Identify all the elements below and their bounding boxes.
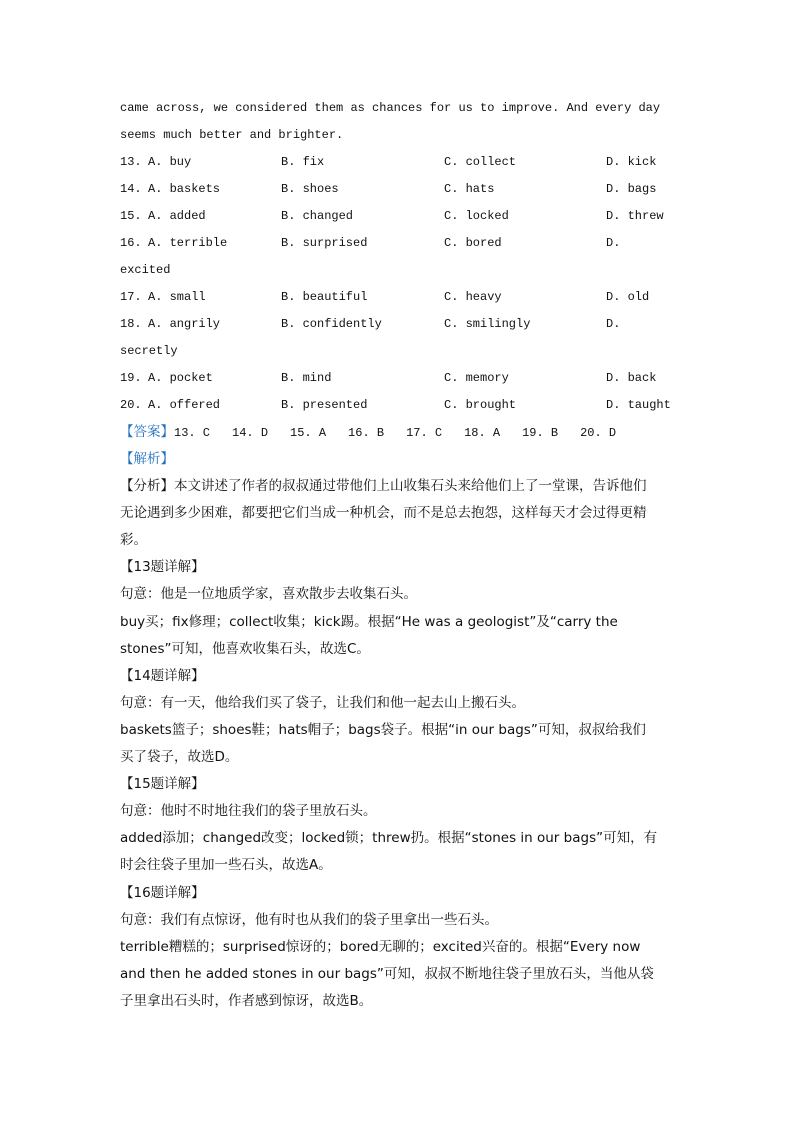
option-c: C. memory bbox=[444, 371, 509, 385]
detail-line: 句意：他时不时地往我们的袋子里放石头。 bbox=[120, 803, 377, 820]
detail-line: terrible糟糕的；surprised惊讶的；bored无聊的；excited兴奋的。根据“Every now bbox=[120, 938, 641, 955]
answer-row bbox=[120, 423, 638, 442]
detail-line: 时会往袋子里加一些石头，故选A。 bbox=[120, 857, 332, 874]
option-c: C. smilingly bbox=[444, 317, 531, 331]
option-a: A. small bbox=[148, 290, 206, 304]
detail-line: 子里拿出石头时，作者感到惊讶，故选B。 bbox=[120, 992, 373, 1009]
option-b: B. confidently bbox=[281, 317, 382, 331]
option-b: B. changed bbox=[281, 209, 354, 223]
detail-line: 句意：他是一位地质学家，喜欢散步去收集石头。 bbox=[120, 586, 417, 603]
option-a: A. added bbox=[148, 209, 206, 223]
option-b: B. surprised bbox=[281, 236, 368, 250]
option-a: A. offered bbox=[148, 398, 221, 412]
option-d: D. threw bbox=[606, 209, 664, 223]
option-c: C. heavy bbox=[444, 290, 502, 304]
question-number: 19. bbox=[120, 371, 142, 385]
detail-line: buy买；fix修理；collect收集；kick踢。根据“He was a geologist”及“carry the bbox=[120, 613, 618, 630]
option-c: C. locked bbox=[444, 209, 509, 223]
option-a: A. pocket bbox=[148, 371, 213, 385]
question-number: 20. bbox=[120, 398, 142, 412]
question-number: 13. bbox=[120, 155, 142, 169]
passage-line: came across, we considered them as chances for us to improve. And every day bbox=[120, 101, 661, 115]
option-d-wrap: excited bbox=[120, 263, 171, 277]
option-a: A. baskets bbox=[148, 182, 221, 196]
detail-heading: 【16题详解】 bbox=[120, 884, 205, 901]
option-c: C. bored bbox=[444, 236, 502, 250]
option-c: C. collect bbox=[444, 155, 517, 169]
question-number: 16. bbox=[120, 236, 142, 250]
option-d: D. bags bbox=[606, 182, 657, 196]
analysis-line: 【分析】本文讲述了作者的叔叔通过带他们上山收集石头来给他们上了一堂课，告诉他们 bbox=[120, 478, 647, 494]
option-b: B. shoes bbox=[281, 182, 339, 196]
passage-line: seems much better and brighter. bbox=[120, 128, 344, 142]
answer-item: 19. B bbox=[522, 426, 559, 440]
option-a: A. angrily bbox=[148, 317, 221, 331]
option-b: B. presented bbox=[281, 398, 368, 412]
option-b: B. beautiful bbox=[281, 290, 368, 304]
option-c: C. hats bbox=[444, 182, 495, 196]
detail-line: added添加；changed改变；locked锁；threw扔。根据“stones in our bags”可知，有 bbox=[120, 830, 658, 847]
option-d: D. taught bbox=[606, 398, 671, 412]
detail-line: 买了袋子，故选D。 bbox=[120, 749, 239, 765]
option-a: A. terrible bbox=[148, 236, 228, 250]
answer-item: 17. C bbox=[406, 426, 443, 440]
option-c: C. brought bbox=[444, 398, 517, 412]
answer-item: 18. A bbox=[464, 426, 501, 440]
option-b: B. mind bbox=[281, 371, 332, 385]
question-number: 18. bbox=[120, 317, 142, 331]
option-a: A. buy bbox=[148, 155, 192, 169]
option-d: D. old bbox=[606, 290, 650, 304]
option-d: D. bbox=[606, 317, 621, 331]
analysis-label: 【解析】 bbox=[120, 451, 174, 467]
answer-item: 14. D bbox=[232, 426, 269, 440]
detail-line: 句意：我们有点惊讶，他有时也从我们的袋子里拿出一些石头。 bbox=[120, 911, 498, 928]
option-d: D. kick bbox=[606, 155, 657, 169]
answer-item: 20. D bbox=[580, 426, 617, 440]
detail-line: 句意：有一天，他给我们买了袋子，让我们和他一起去山上搬石头。 bbox=[120, 694, 525, 711]
question-number: 14. bbox=[120, 182, 142, 196]
answer-item: 13. C bbox=[174, 426, 211, 440]
question-number: 15. bbox=[120, 209, 142, 223]
detail-heading: 【15题详解】 bbox=[120, 776, 205, 793]
detail-line: baskets篮子；shoes鞋；hats帽子；bags袋子。根据“in our bags”可知，叔叔给我们 bbox=[120, 721, 646, 738]
question-number: 17. bbox=[120, 290, 142, 304]
option-b: B. fix bbox=[281, 155, 325, 169]
answer-item: 15. A bbox=[290, 426, 327, 440]
detail-line: stones”可知，他喜欢收集石头，故选C。 bbox=[120, 640, 370, 657]
detail-heading: 【13题详解】 bbox=[120, 559, 205, 576]
detail-line: and then he added stones in our bags”可知，叔叔不断地往袋子里放石头，当他从袋 bbox=[120, 965, 654, 982]
analysis-line: 无论遇到多少困难，都要把它们当成一种机会，而不是总去抱怨，这样每天才会过得更精 bbox=[120, 505, 647, 522]
detail-heading: 【14题详解】 bbox=[120, 667, 205, 684]
analysis-line: 彩。 bbox=[120, 532, 147, 549]
option-d: D. back bbox=[606, 371, 657, 385]
answer-label: 【答案】 bbox=[120, 424, 174, 440]
option-d: D. bbox=[606, 236, 621, 250]
answer-item: 16. B bbox=[348, 426, 385, 440]
option-d-wrap: secretly bbox=[120, 344, 178, 358]
